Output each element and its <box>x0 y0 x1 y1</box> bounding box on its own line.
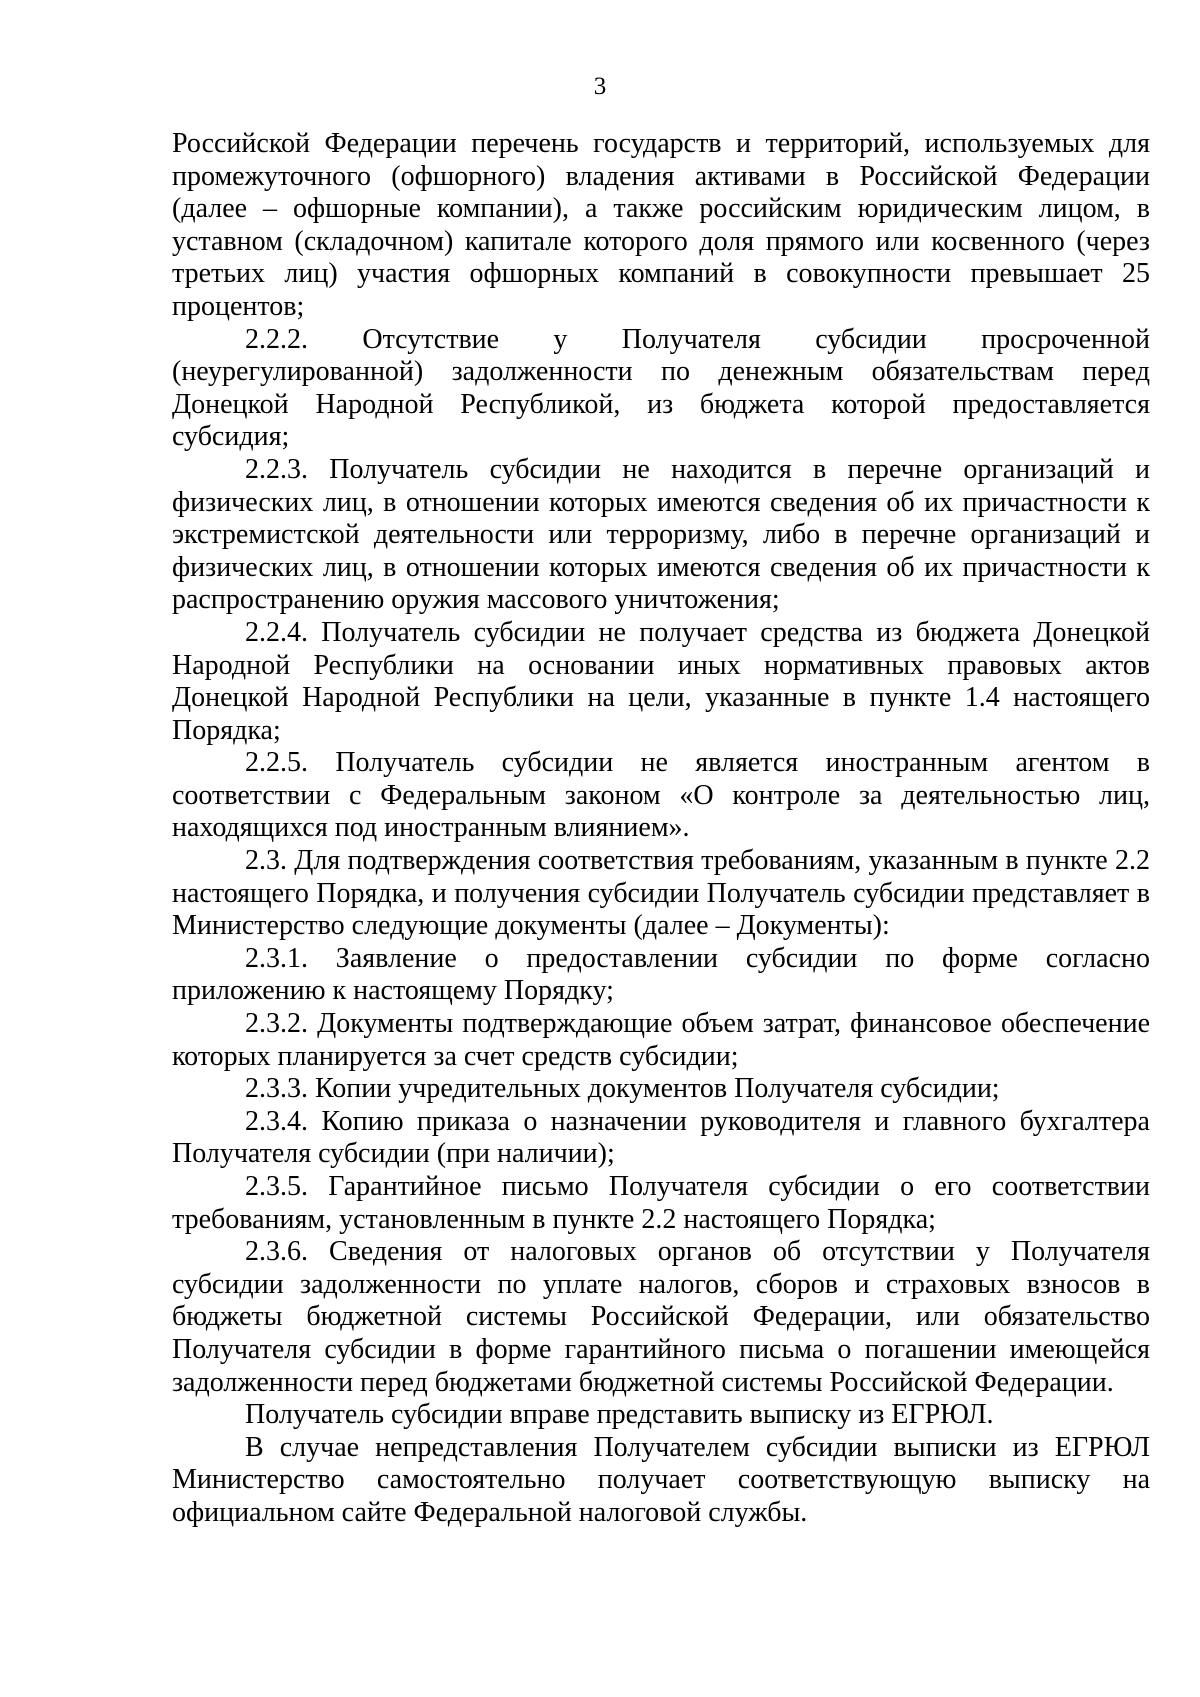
paragraph-2-2-3: 2.2.3. Получатель субсидии не находится в перечне организаций и физических лиц, в отношении которых имеются сведения об их причастности к экстремистской деятельности или терроризму, либо в перечне организаций и физических лиц, в отношении которых имеются сведения об их причастности к распространению оружия массового уничтожения; <box>172 453 1150 616</box>
paragraph-egrul-right: Получатель субсидии вправе представить выписку из ЕГРЮЛ. <box>245 1399 994 1431</box>
paragraph-2-2-5: 2.2.5. Получатель субсидии не является иностранным агентом в соответствии с Федеральным законом «О контроле за деятельностью лиц, находящихся под иностранным влиянием». <box>172 747 1150 844</box>
paragraph-2-2-2: 2.2.2. Отсутствие у Получателя субсидии просроченной (неурегулированной) задолженности по денежным обязательствам перед Донецкой Народной Республикой, из бюджета которой предоставляется субсидия; <box>172 323 1150 453</box>
page-number: 3 <box>593 73 607 100</box>
paragraph-offshore-continuation: Российской Федерации перечень государств и территорий, используемых для промежуточного (офшорного) владения активами в Российской Федерации (далее – офшорные компании), а также российским юридическим лицом, в уставном (складочном) капитале которого доля прямого или косвенного (через третьих лиц) участия офшорных компаний в совокупности превышает 25 процентов; <box>172 128 1150 322</box>
paragraph-2-3-6: 2.3.6. Сведения от налоговых органов об отсутствии у Получателя субсидии задолженности по уплате налогов, сборов и страховых взносов в бюджеты бюджетной системы Российской Федерации, или обязательство Получателя субсидии в форме гарантийного письма о погашении имеющейся задолженности перед бюджетами бюджетной системы Российской Федерации. <box>172 1236 1150 1398</box>
paragraph-2-3-1: 2.3.1. Заявление о предоставлении субсидии по форме согласно приложению к настоящему Порядку; <box>172 942 1150 1007</box>
paragraph-2-2-4: 2.2.4. Получатель субсидии не получает средства из бюджета Донецкой Народной Республики на основании иных нормативных правовых актов Донецкой Народной Республики на цели, указанные в пункте 1.4 настоящего Порядка; <box>172 616 1150 746</box>
paragraph-2-3-4: 2.3.4. Копию приказа о назначении руководителя и главного бухгалтера Получателя субсидии (при наличии); <box>172 1105 1150 1170</box>
paragraph-2-3-2: 2.3.2. Документы подтверждающие объем затрат, финансовое обеспечение которых планируется за счет средств субсидии; <box>172 1008 1150 1072</box>
document-body <box>172 128 1150 1530</box>
paragraph-egrul-ministry: В случае непредставления Получателем субсидии выписки из ЕГРЮЛ Министерство самостоятельно получает соответствующую выписку на официальном сайте Федеральной налоговой службы. <box>172 1431 1150 1528</box>
paragraph-2-3-3: 2.3.3. Копии учредительных документов Получателя субсидии; <box>245 1073 1000 1105</box>
paragraph-2-3-5: 2.3.5. Гарантийное письмо Получателя субсидии о его соответствии требованиям, установленным в пункте 2.2 настоящего Порядка; <box>172 1171 1150 1235</box>
paragraph-2-3: 2.3. Для подтверждения соответствия требованиям, указанным в пункте 2.2 настоящего Порядка, и получения субсидии Получатель субсидии представляет в Министерство следующие документы (далее – Документы): <box>172 845 1150 942</box>
